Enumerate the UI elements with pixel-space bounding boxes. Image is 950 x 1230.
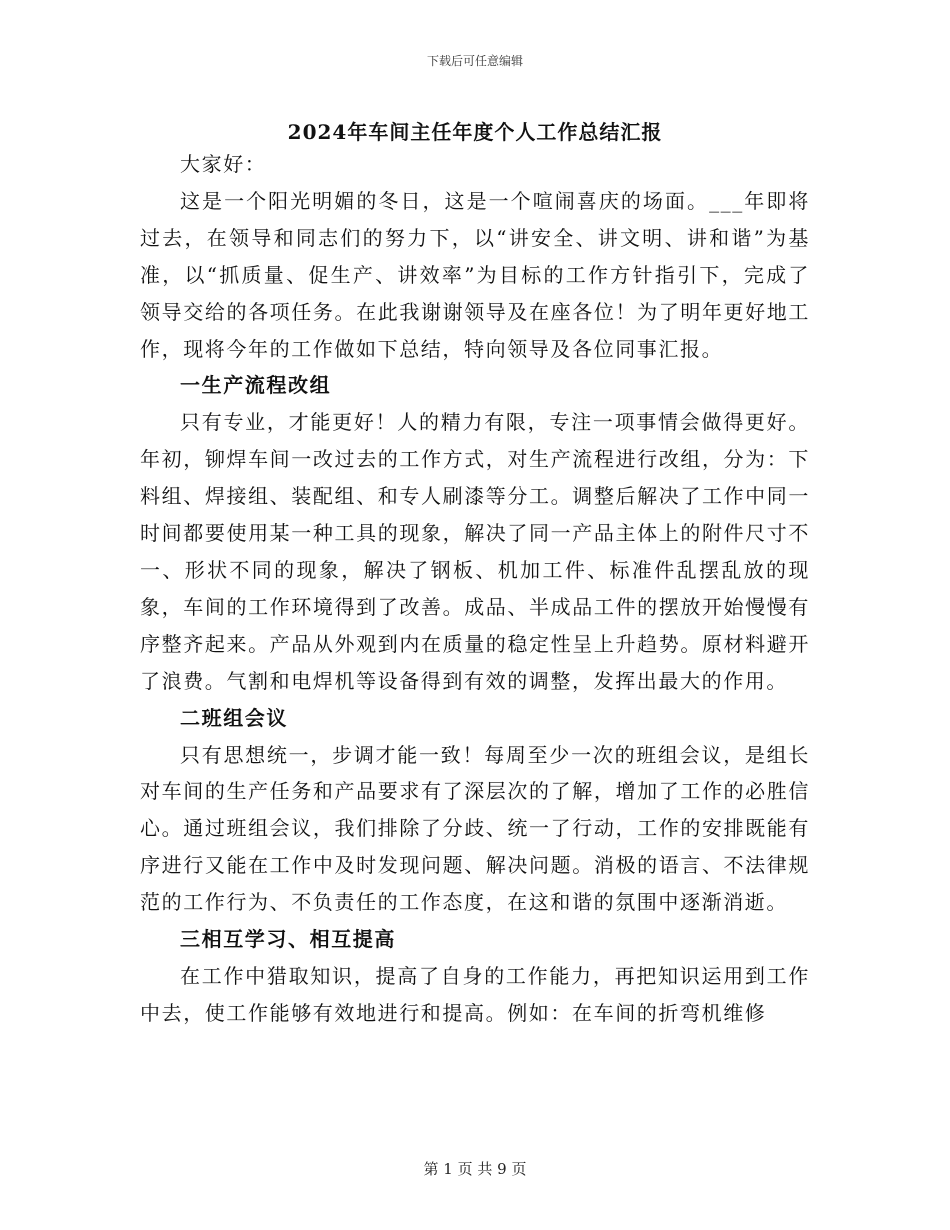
document-title: 2024年车间主任年度个人工作总结汇报 [287,120,663,144]
page-header-note: 下载后可任意编辑 [426,54,523,68]
section-heading: 三相互学习、相互提高 [180,927,396,952]
section-paragraph: 只有专业，才能更好！人的精力有限，专注一项事情会做得更好。年初，铆焊车间一改过去的工作方式，对生产流程进行改组，分为：下料组、焊接组、装配组、和专人刷漆等分工。调整后解决了工作中同一时间都要使用某一种工具的现象，解决了同一产品主体上的附件尺寸不一、形状不同的现象，解决了钢板、机加工件、标准件乱摆乱放的现象，车间的工作环境得到了改善。成品、半成品工件的摆放开始慢慢有序整齐起来。产品从外观到内在质量的稳定性呈上升趋势。原材料避开了浪费。气割和电焊机等设备得到有效的调整，发挥出最大的作用。 [140,410,810,693]
page-number-footer: 第 1 页 共 9 页 [423,1160,527,1178]
intro-paragraph: 这是一个阳光明媚的冬日，这是一个喧闹喜庆的场面。___年即将过去，在领导和同志们的努力下，以“讲安全、讲文明、讲和谐”为基准，以“抓质量、促生产、讲效率”为目标的工作方针指引下，完成了领导交给的各项任务。在此我谢谢领导及在座各位！为了明年更好地工作，现将今年的工作做如下总结，特向领导及各位同事汇报。 [140,188,810,361]
section-paragraph: 只有思想统一，步调才能一致！每周至少一次的班组会议，是组长对车间的生产任务和产品要求有了深层次的了解，增加了工作的必胜信心。通过班组会议，我们排除了分歧、统一了行动，工作的安排既能有序进行又能在工作中及时发现问题、解决问题。消极的语言、不法律规范的工作行为、不负责任的工作态度，在这和谐的氛围中逐渐消逝。 [140,742,810,915]
section-paragraph: 在工作中猎取知识，提高了自身的工作能力，再把知识运用到工作中去，使工作能够有效地进行和提高。例如：在车间的折弯机维修 [140,963,810,1025]
document-body [140,146,810,1032]
greeting: 大家好： [180,152,267,176]
section-heading: 一生产流程改组 [180,373,332,398]
section-heading: 二班组会议 [180,705,288,730]
